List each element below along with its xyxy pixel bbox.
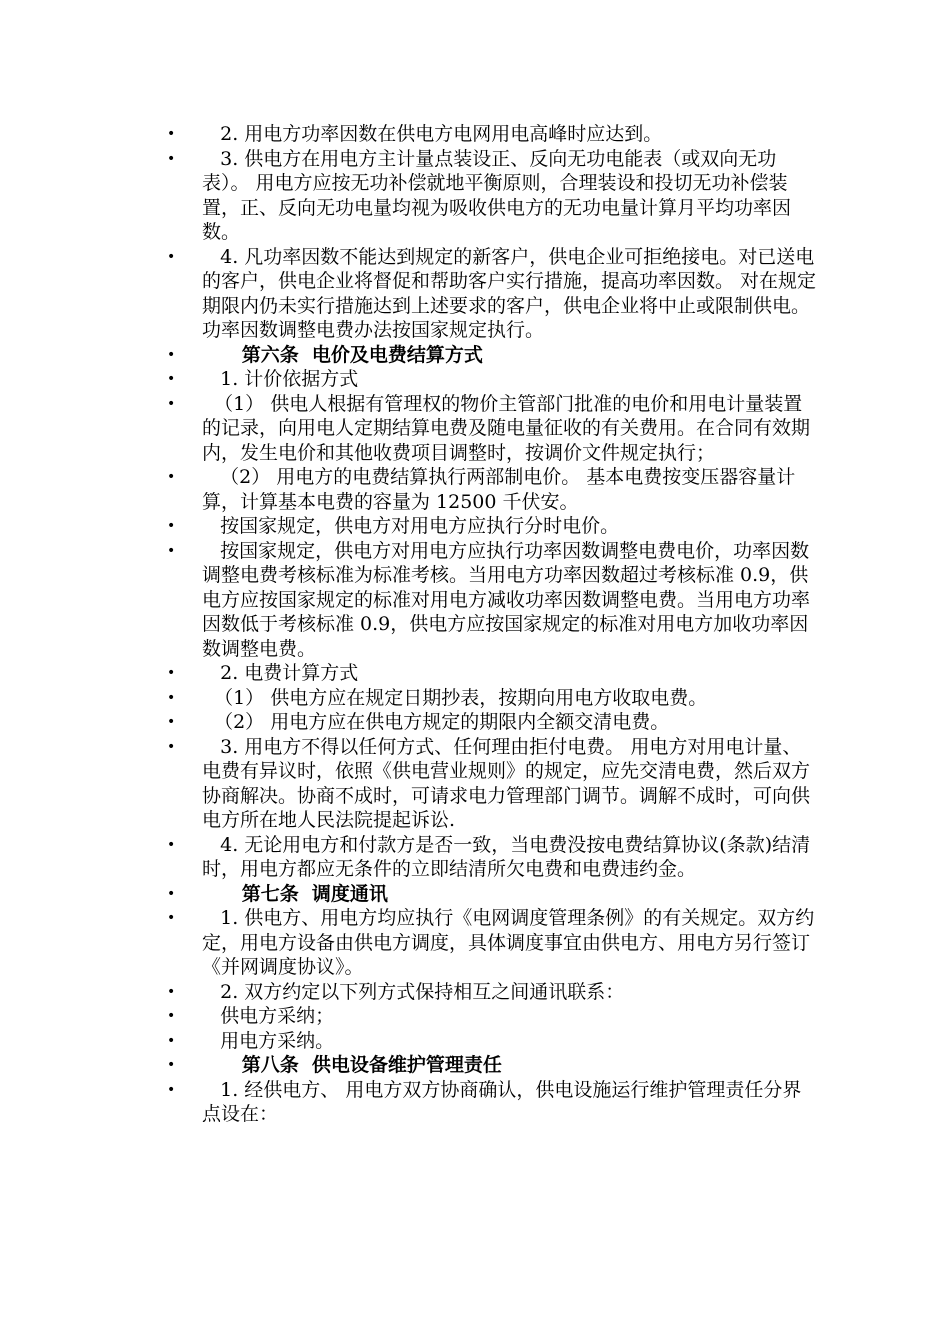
list-item <box>167 710 817 735</box>
bullet-icon: • <box>167 714 176 730</box>
bullet-icon: • <box>167 738 176 755</box>
list-item <box>167 1078 817 1127</box>
section-heading-text: 第六条 电价及电费结算方式 <box>202 343 483 366</box>
bullet-icon: • <box>167 150 176 167</box>
list-item <box>167 392 817 466</box>
contract-clause-list <box>167 122 817 1127</box>
bullet-icon: • <box>167 983 176 1000</box>
list-item-text: 2. 双方约定以下列方式保持相互之间通讯联系： <box>202 980 625 1003</box>
list-item-text: 用电方采纳。 <box>202 1029 335 1052</box>
bullet-icon: • <box>167 665 176 681</box>
list-item <box>167 465 817 514</box>
list-item <box>167 147 817 245</box>
section-heading <box>167 882 817 907</box>
list-item-text: 1. 经供电方、 用电方双方协商确认，供电设施运行维护管理责任分界点设在： <box>202 1078 802 1125</box>
list-item-text: （1） 供电人根据有管理权的物价主管部门批准的电价和用电计量装置的记录，向用电人定期结算电费及随电量征收的有关费用。在合同有效期内，发生电价和其他收费项目调整时，按调价文件规定执行； <box>202 392 811 464</box>
list-item <box>167 1004 817 1029</box>
list-item-text: 1. 供电方、用电方均应执行《电网调度管理条例》的有关规定。双方约定，用电方设备由供电方调度，具体调度事宜由供电方、用电方另行签订《并网调度协议》。 <box>202 907 815 978</box>
bullet-icon: • <box>167 1081 176 1098</box>
bullet-icon: • <box>167 371 176 387</box>
list-item-text: （2） 用电方应在供电方规定的期限内全额交清电费。 <box>202 711 670 733</box>
bullet-icon: • <box>167 518 176 534</box>
section-heading-text: 第七条 调度通讯 <box>202 882 388 905</box>
bullet-icon: • <box>167 910 176 926</box>
list-item-text: 3. 用电方不得以任何方式、任何理由拒付电费。 用电方对用电计量、电费有异议时，依照《供电营业规则》的规定，应先交清电费，然后双方协商解决。协商不成时，可请求电力管理部门调节。调解不成时，可向供电方所在地人民法院提起诉讼. <box>202 735 811 831</box>
section-heading <box>167 343 817 368</box>
bullet-icon: • <box>167 1008 176 1024</box>
list-item <box>167 367 817 392</box>
list-item <box>167 833 817 882</box>
list-item-text: 4. 凡功率因数不能达到规定的新客户，供电企业可拒绝接电。对已送电的客户，供电企业将督促和帮助客户实行措施，提高功率因数。 对在规定期限内仍未实行措施达到上述要求的客户，供电企业将中止或限制供电。功率因数调整电费办法按国家规定执行。 <box>202 245 817 341</box>
list-item <box>167 539 817 662</box>
list-item-text: （1） 供电方应在规定日期抄表，按期向用电方收取电费。 <box>202 686 708 709</box>
bullet-icon: • <box>167 542 176 559</box>
list-item <box>167 906 817 980</box>
list-item-text: 2. 电费计算方式 <box>202 662 359 684</box>
bullet-icon: • <box>167 126 176 142</box>
list-item <box>167 245 817 343</box>
list-item <box>167 980 817 1005</box>
list-item-text: 1. 计价依据方式 <box>202 368 359 390</box>
list-item-text: 按国家规定，供电方对用电方应执行分时电价。 <box>202 515 620 537</box>
list-item <box>167 735 817 833</box>
bullet-icon: • <box>167 395 176 412</box>
list-item-text: 3. 供电方在用电方主计量点装设正、反向无功电能表（或双向无功表）。 用电方应按无功补偿就地平衡原则，合理装设和投切无功补偿装置，正、反向无功电量均视为吸收供电方的无功电量计算月平均功率因数。 <box>202 147 792 243</box>
list-item-text: 供电方采纳； <box>202 1005 335 1027</box>
list-item <box>167 514 817 539</box>
list-item-text: 按国家规定，供电方对用电方应执行功率因数调整电费电价，功率因数调整电费考核标准为标准考核。当用电方功率因数超过考核标准 0.9，供电方应按国家规定的标准对用电方减收功率因数调整电费。当用电方功率因数低于考核标准 0.9，供电方应按国家规定的标准对用电方加收功率因数调整电费。 <box>202 539 811 660</box>
list-item-text: 2. 用电方功率因数在供电方电网用电高峰时应达到。 <box>202 123 663 145</box>
bullet-icon: • <box>167 1057 176 1073</box>
bullet-icon: • <box>167 1032 176 1049</box>
section-heading <box>167 1053 817 1078</box>
list-item-text: 4. 无论用电方和付款方是否一致，当电费没按电费结算协议(条款)结清时，用电方都应无条件的立即结清所欠电费和电费违约金。 <box>202 833 811 880</box>
list-item <box>167 122 817 147</box>
list-item <box>167 686 817 711</box>
bullet-icon: • <box>167 689 176 706</box>
bullet-icon: • <box>167 346 176 363</box>
bullet-icon: • <box>167 469 176 485</box>
list-item <box>167 661 817 686</box>
bullet-icon: • <box>167 836 176 853</box>
bullet-icon: • <box>167 885 176 902</box>
section-heading-text: 第八条 供电设备维护管理责任 <box>202 1054 502 1076</box>
bullet-icon: • <box>167 248 176 265</box>
list-item <box>167 1029 817 1054</box>
list-item-text: （2） 用电方的电费结算执行两部制电价。 基本电费按变压器容量计算，计算基本电费的容量为 12500 千伏安。 <box>202 466 796 513</box>
